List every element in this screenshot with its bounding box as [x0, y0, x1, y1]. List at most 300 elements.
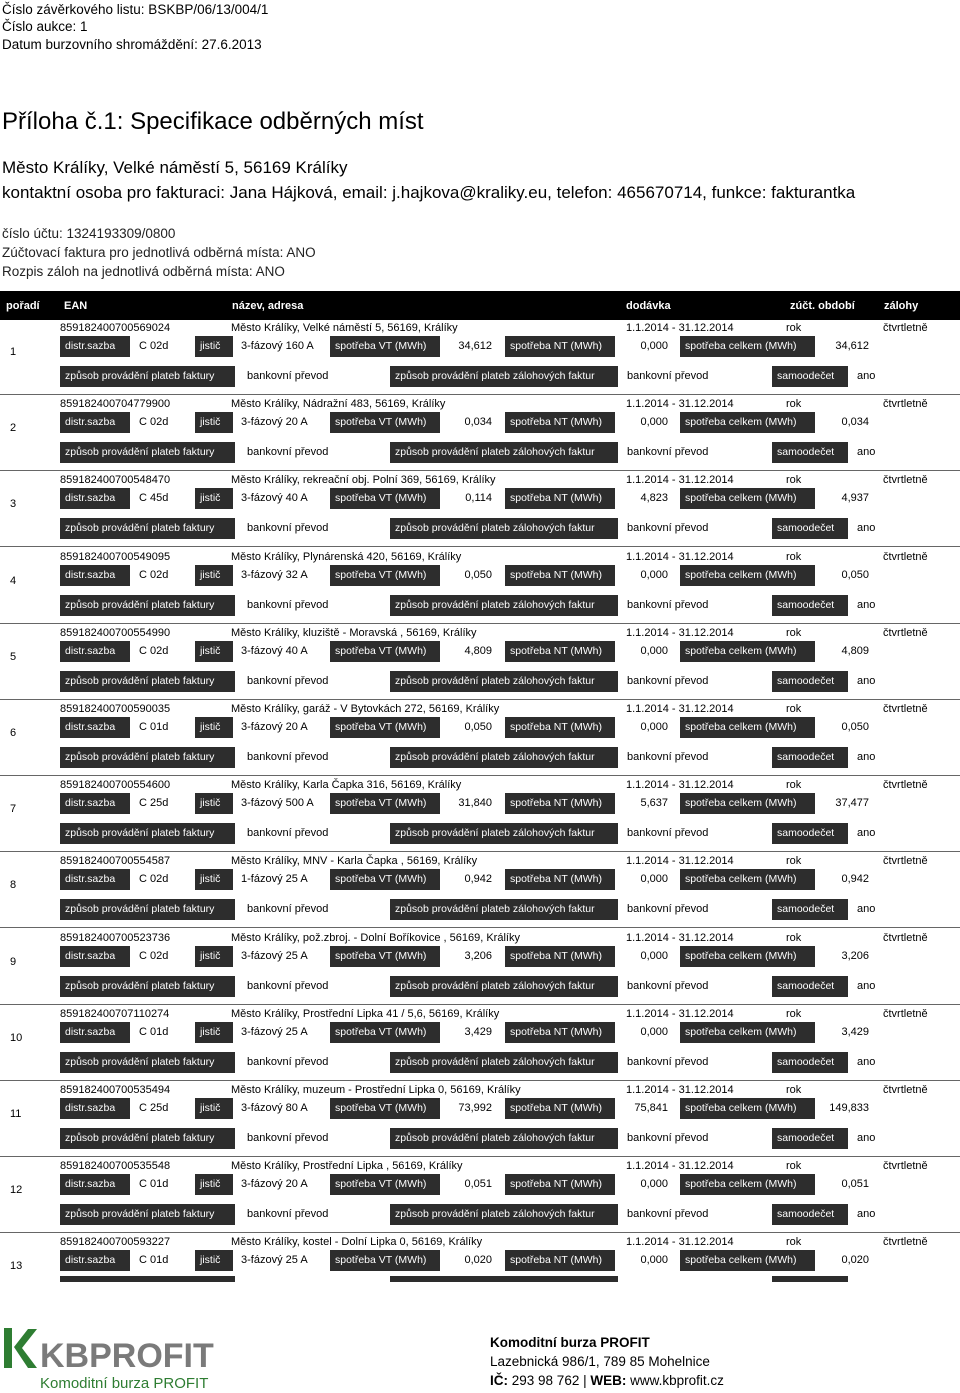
- row-consumption: [0, 793, 960, 814]
- place-address: Město Králíky, Velké náměstí 5, 56169, Králíky: [231, 322, 458, 334]
- jistic-label: jistič: [195, 488, 233, 509]
- table-row: [0, 1082, 960, 1158]
- advance-payment-label: způsob provádění plateb zálohových faktur: [390, 899, 618, 920]
- nt-label: spotřeba NT (MWh): [505, 1098, 615, 1119]
- total-value: 3,429: [841, 1026, 869, 1038]
- self-reading-label: samoodečet: [772, 1052, 848, 1073]
- row-summary: [60, 625, 960, 641]
- vt-label: spotřeba VT (MWh): [330, 565, 440, 586]
- billing-period: rok: [786, 627, 802, 639]
- self-reading-label: samoodečet: [772, 671, 848, 692]
- row-consumption: [0, 1174, 960, 1195]
- row-payment: [0, 1128, 960, 1149]
- advance-setting: Rozpis záloh na jednotlivá odběrná místa: ANO: [2, 264, 285, 279]
- jistic-value: 3-fázový 40 A: [241, 645, 308, 657]
- total-value: 34,612: [835, 340, 869, 352]
- distr-value: C 01d: [139, 1178, 169, 1190]
- nt-value: 0,000: [640, 1026, 668, 1038]
- row-consumption: [0, 946, 960, 967]
- invoice-payment-value: bankovní převod: [247, 446, 329, 458]
- total-value: 4,937: [841, 492, 869, 504]
- distr-label: distr.sazba: [60, 1250, 130, 1271]
- nt-label: spotřeba NT (MWh): [505, 946, 615, 967]
- contract-number: Číslo závěrkového listu: BSKBP/06/13/004/1: [2, 2, 269, 17]
- total-label: spotřeba celkem (MWh): [680, 565, 815, 586]
- row-summary: [60, 1006, 960, 1022]
- distr-value: C 01d: [139, 721, 169, 733]
- jistic-label: jistič: [195, 1250, 233, 1271]
- billing-period: rok: [786, 322, 802, 334]
- advance-payment-label: způsob provádění plateb zálohových faktur: [390, 671, 618, 692]
- row-payment: [0, 1276, 960, 1282]
- jistic-value: 3-fázový 25 A: [241, 950, 308, 962]
- jistic-label: jistič: [195, 946, 233, 967]
- delivery-period: 1.1.2014 - 31.12.2014: [626, 551, 734, 563]
- advance-frequency: čtvrtletně: [883, 322, 928, 334]
- delivery-period: 1.1.2014 - 31.12.2014: [626, 932, 734, 944]
- advance-payment-label: způsob provádění plateb zálohových faktur: [390, 1204, 618, 1225]
- total-value: 0,051: [841, 1178, 869, 1190]
- distr-value: C 02d: [139, 569, 169, 581]
- invoice-payment-label: způsob provádění plateb faktury: [60, 1128, 235, 1149]
- advance-frequency: čtvrtletně: [883, 1160, 928, 1172]
- advance-frequency: čtvrtletně: [883, 627, 928, 639]
- row-number: 2: [10, 422, 17, 434]
- invoice-payment-label: způsob provádění plateb faktury: [60, 518, 235, 539]
- advance-payment-value: bankovní převod: [627, 522, 709, 534]
- total-label: spotřeba celkem (MWh): [680, 641, 815, 662]
- table-row: [0, 1158, 960, 1234]
- vt-label: spotřeba VT (MWh): [330, 869, 440, 890]
- self-reading-label: samoodečet: [772, 976, 848, 997]
- advance-payment-value: bankovní převod: [627, 1056, 709, 1068]
- self-reading-label: samoodečet: [772, 899, 848, 920]
- table-row: [0, 396, 960, 472]
- billing-period: rok: [786, 1008, 802, 1020]
- table-row: [0, 472, 960, 548]
- row-number: 5: [10, 651, 17, 663]
- billing-period: rok: [786, 932, 802, 944]
- total-value: 0,020: [841, 1254, 869, 1266]
- advance-payment-value: bankovní převod: [627, 1132, 709, 1144]
- advance-payment-value: bankovní převod: [627, 903, 709, 915]
- distr-label: distr.sazba: [60, 565, 130, 586]
- row-consumption: [0, 641, 960, 662]
- footer-web-label: WEB:: [590, 1373, 627, 1388]
- self-reading-label: samoodečet: [772, 1128, 848, 1149]
- row-number: 12: [10, 1184, 23, 1196]
- self-reading-label: samoodečet: [772, 747, 848, 768]
- place-address: Město Králíky, Nádražní 483, 56169, Králíky: [231, 398, 446, 410]
- total-label: spotřeba celkem (MWh): [680, 869, 815, 890]
- self-reading-value: ano: [857, 599, 876, 611]
- advance-payment-value: bankovní převod: [627, 599, 709, 611]
- footer-address: Lazebnická 986/1, 789 85 Mohelnice: [490, 1354, 710, 1369]
- place-address: Město Králíky, Prostřední Lipka , 56169, Králíky: [231, 1160, 463, 1172]
- table-row: [0, 625, 960, 701]
- advance-frequency: čtvrtletně: [883, 398, 928, 410]
- total-label: spotřeba celkem (MWh): [680, 1098, 815, 1119]
- vt-value: 0,051: [464, 1178, 492, 1190]
- vt-label: spotřeba VT (MWh): [330, 336, 440, 357]
- distr-value: C 01d: [139, 1026, 169, 1038]
- place-address: Město Králíky, Plynárenská 420, 56169, Králíky: [231, 551, 462, 563]
- nt-value: 75,841: [634, 1102, 668, 1114]
- delivery-period: 1.1.2014 - 31.12.2014: [626, 474, 734, 486]
- invoice-payment-label: způsob provádění plateb faktury: [60, 366, 235, 387]
- total-label: spotřeba celkem (MWh): [680, 412, 815, 433]
- row-summary: [60, 396, 960, 412]
- invoice-payment-label: způsob provádění plateb faktury: [60, 595, 235, 616]
- vt-value: 0,034: [464, 416, 492, 428]
- advance-payment-label: způsob provádění plateb zálohových faktur: [390, 823, 618, 844]
- jistic-value: 3-fázový 500 A: [241, 797, 314, 809]
- advance-frequency: čtvrtletně: [883, 703, 928, 715]
- nt-value: 4,823: [640, 492, 668, 504]
- advance-payment-value: bankovní převod: [627, 827, 709, 839]
- advance-payment-label: způsob provádění plateb zálohových faktur: [390, 747, 618, 768]
- advance-payment-value: bankovní převod: [627, 446, 709, 458]
- nt-value: 0,000: [640, 340, 668, 352]
- delivery-period: 1.1.2014 - 31.12.2014: [626, 627, 734, 639]
- row-summary: [60, 472, 960, 488]
- distr-value: C 02d: [139, 340, 169, 352]
- advance-payment-label: způsob provádění plateb zálohových faktur: [390, 976, 618, 997]
- self-reading-value: ano: [857, 446, 876, 458]
- row-number: 13: [10, 1260, 23, 1272]
- row-divider: [0, 623, 960, 624]
- invoice-payment-value: bankovní převod: [247, 980, 329, 992]
- distr-value: C 25d: [139, 797, 169, 809]
- ean-code: 859182400700548470: [60, 474, 171, 486]
- total-value: 0,034: [841, 416, 869, 428]
- nt-label: spotřeba NT (MWh): [505, 793, 615, 814]
- table-row: [0, 1234, 960, 1310]
- advance-frequency: čtvrtletně: [883, 779, 928, 791]
- distr-label: distr.sazba: [60, 488, 130, 509]
- jistic-label: jistič: [195, 793, 233, 814]
- nt-label: spotřeba NT (MWh): [505, 412, 615, 433]
- advance-frequency: čtvrtletně: [883, 1008, 928, 1020]
- vt-value: 3,206: [464, 950, 492, 962]
- table-row: [0, 701, 960, 777]
- ean-code: 859182400700549095: [60, 551, 171, 563]
- distr-value: C 45d: [139, 492, 169, 504]
- invoice-payment-value: bankovní převod: [247, 751, 329, 763]
- nt-label: spotřeba NT (MWh): [505, 1022, 615, 1043]
- table-row: [0, 320, 960, 396]
- advance-payment-label: způsob provádění plateb zálohových faktur: [390, 1052, 618, 1073]
- meeting-date: Datum burzovního shromáždění: 27.6.2013: [2, 37, 262, 52]
- advance-payment-bar: [390, 1276, 618, 1282]
- distr-label: distr.sazba: [60, 793, 130, 814]
- nt-value: 0,000: [640, 1254, 668, 1266]
- vt-label: spotřeba VT (MWh): [330, 488, 440, 509]
- invoice-payment-bar: [60, 1276, 235, 1282]
- jistic-value: 3-fázový 40 A: [241, 492, 308, 504]
- distr-label: distr.sazba: [60, 1022, 130, 1043]
- total-value: 0,050: [841, 721, 869, 733]
- delivery-period: 1.1.2014 - 31.12.2014: [626, 1084, 734, 1096]
- vt-value: 34,612: [458, 340, 492, 352]
- ean-code: 859182400707110274: [60, 1008, 170, 1020]
- row-divider: [0, 851, 960, 852]
- row-summary: [60, 701, 960, 717]
- auction-number: Číslo aukce: 1: [2, 19, 88, 34]
- vt-label: spotřeba VT (MWh): [330, 412, 440, 433]
- jistic-value: 3-fázový 20 A: [241, 416, 308, 428]
- row-divider: [0, 470, 960, 471]
- billing-period: rok: [786, 779, 802, 791]
- vt-label: spotřeba VT (MWh): [330, 946, 440, 967]
- total-label: spotřeba celkem (MWh): [680, 1022, 815, 1043]
- row-number: 10: [10, 1032, 23, 1044]
- vt-label: spotřeba VT (MWh): [330, 1250, 440, 1271]
- row-summary: [60, 1158, 960, 1174]
- distr-value: C 02d: [139, 873, 169, 885]
- invoice-payment-value: bankovní převod: [247, 522, 329, 534]
- billing-period: rok: [786, 398, 802, 410]
- row-number: 4: [10, 575, 17, 587]
- self-reading-bar: [772, 1276, 848, 1282]
- row-divider: [0, 394, 960, 395]
- row-divider: [0, 699, 960, 700]
- self-reading-label: samoodečet: [772, 1204, 848, 1225]
- vt-label: spotřeba VT (MWh): [330, 1022, 440, 1043]
- ean-code: 859182400700554587: [60, 855, 171, 867]
- self-reading-value: ano: [857, 522, 876, 534]
- invoice-payment-value: bankovní převod: [247, 1132, 329, 1144]
- place-address: Město Králíky, Karla Čapka 316, 56169, Králíky: [231, 779, 462, 791]
- self-reading-value: ano: [857, 675, 876, 687]
- distr-value: C 02d: [139, 950, 169, 962]
- vt-value: 3,429: [464, 1026, 492, 1038]
- row-consumption: [0, 412, 960, 433]
- invoice-payment-value: bankovní převod: [247, 827, 329, 839]
- nt-label: spotřeba NT (MWh): [505, 641, 615, 662]
- footer-web-link[interactable]: www.kbprofit.cz: [630, 1373, 724, 1388]
- self-reading-value: ano: [857, 751, 876, 763]
- col-zalohy: zálohy: [884, 300, 919, 312]
- billing-period: rok: [786, 855, 802, 867]
- distr-label: distr.sazba: [60, 1174, 130, 1195]
- self-reading-value: ano: [857, 1132, 876, 1144]
- distr-label: distr.sazba: [60, 412, 130, 433]
- logo-text: KBPROFIT: [40, 1337, 214, 1375]
- advance-payment-label: způsob provádění plateb zálohových faktur: [390, 442, 618, 463]
- delivery-period: 1.1.2014 - 31.12.2014: [626, 1008, 734, 1020]
- self-reading-value: ano: [857, 827, 876, 839]
- col-dodavka: dodávka: [626, 300, 671, 312]
- row-divider: [0, 775, 960, 776]
- row-divider: [0, 546, 960, 547]
- vt-label: spotřeba VT (MWh): [330, 1174, 440, 1195]
- row-consumption: [0, 565, 960, 586]
- advance-payment-label: způsob provádění plateb zálohových faktur: [390, 518, 618, 539]
- nt-value: 0,000: [640, 721, 668, 733]
- self-reading-value: ano: [857, 1056, 876, 1068]
- advance-payment-value: bankovní převod: [627, 751, 709, 763]
- row-number: 8: [10, 879, 17, 891]
- vt-value: 0,942: [464, 873, 492, 885]
- delivery-period: 1.1.2014 - 31.12.2014: [626, 1236, 734, 1248]
- jistic-value: 3-fázový 20 A: [241, 1178, 308, 1190]
- col-nazev: název, adresa: [232, 300, 304, 312]
- ean-code: 859182400700535494: [60, 1084, 171, 1096]
- ean-code: 859182400700590035: [60, 703, 171, 715]
- invoice-payment-label: způsob provádění plateb faktury: [60, 1204, 235, 1225]
- place-address: Město Králíky, MNV - Karla Čapka , 56169, Králíky: [231, 855, 478, 867]
- invoice-setting: Zúčtovací faktura pro jednotlivá odběrná místa: ANO: [2, 245, 316, 260]
- advance-frequency: čtvrtletně: [883, 474, 928, 486]
- col-poradi: pořadí: [6, 300, 40, 312]
- jistic-value: 3-fázový 20 A: [241, 721, 308, 733]
- row-divider: [0, 1232, 960, 1233]
- nt-label: spotřeba NT (MWh): [505, 336, 615, 357]
- place-address: Město Králíky, kostel - Dolní Lipka 0, 56169, Králíky: [231, 1236, 483, 1248]
- distr-value: C 01d: [139, 1254, 169, 1266]
- place-address: Město Králíky, muzeum - Prostřední Lipka 0, 56169, Králíky: [231, 1084, 521, 1096]
- row-divider: [0, 927, 960, 928]
- row-number: 7: [10, 803, 17, 815]
- vt-value: 4,809: [464, 645, 492, 657]
- invoice-payment-label: způsob provádění plateb faktury: [60, 442, 235, 463]
- row-summary: [60, 1082, 960, 1098]
- row-consumption: [0, 1022, 960, 1043]
- table-row: [0, 930, 960, 1006]
- row-payment: [0, 1204, 960, 1225]
- invoice-payment-value: bankovní převod: [247, 903, 329, 915]
- distr-value: C 25d: [139, 1102, 169, 1114]
- jistic-label: jistič: [195, 869, 233, 890]
- ean-code: 859182400700593227: [60, 1236, 171, 1248]
- row-payment: [0, 518, 960, 539]
- jistic-label: jistič: [195, 1174, 233, 1195]
- row-divider: [0, 1004, 960, 1005]
- nt-value: 0,000: [640, 416, 668, 428]
- jistic-label: jistič: [195, 717, 233, 738]
- invoice-payment-label: způsob provádění plateb faktury: [60, 976, 235, 997]
- place-address: Město Králíky, Prostřední Lipka 41 / 5,6, 56169, Králíky: [231, 1008, 500, 1020]
- advance-payment-label: způsob provádění plateb zálohových faktur: [390, 366, 618, 387]
- vt-label: spotřeba VT (MWh): [330, 717, 440, 738]
- billing-period: rok: [786, 1084, 802, 1096]
- invoice-payment-label: způsob provádění plateb faktury: [60, 823, 235, 844]
- delivery-period: 1.1.2014 - 31.12.2014: [626, 1160, 734, 1172]
- row-divider: [0, 1080, 960, 1081]
- jistic-label: jistič: [195, 641, 233, 662]
- total-value: 149,833: [829, 1102, 869, 1114]
- distr-label: distr.sazba: [60, 641, 130, 662]
- row-consumption: [0, 488, 960, 509]
- billing-period: rok: [786, 703, 802, 715]
- nt-label: spotřeba NT (MWh): [505, 1250, 615, 1271]
- distr-label: distr.sazba: [60, 946, 130, 967]
- place-address: Město Králíky, rekreační obj. Polní 369, 56169, Králíky: [231, 474, 496, 486]
- vt-value: 0,020: [464, 1254, 492, 1266]
- table-header: [0, 291, 960, 320]
- delivery-period: 1.1.2014 - 31.12.2014: [626, 779, 734, 791]
- footer-company: Komoditní burza PROFIT: [490, 1335, 650, 1350]
- logo-subtitle: Komoditní burza PROFIT: [40, 1375, 209, 1392]
- row-summary: [60, 853, 960, 869]
- place-address: Město Králíky, pož.zbroj. - Dolní Boříkovice , 56169, Králíky: [231, 932, 520, 944]
- advance-frequency: čtvrtletně: [883, 551, 928, 563]
- self-reading-value: ano: [857, 980, 876, 992]
- self-reading-value: ano: [857, 903, 876, 915]
- vt-value: 0,114: [465, 492, 492, 504]
- customer-address: Město Králíky, Velké náměstí 5, 56169 Králíky: [2, 158, 348, 177]
- distr-value: C 02d: [139, 645, 169, 657]
- row-number: 9: [10, 956, 17, 968]
- billing-period: rok: [786, 1160, 802, 1172]
- row-summary: [60, 777, 960, 793]
- row-number: 1: [10, 346, 17, 358]
- nt-label: spotřeba NT (MWh): [505, 565, 615, 586]
- jistic-value: 3-fázový 32 A: [241, 569, 308, 581]
- nt-label: spotřeba NT (MWh): [505, 1174, 615, 1195]
- total-value: 37,477: [835, 797, 869, 809]
- vt-label: spotřeba VT (MWh): [330, 641, 440, 662]
- vt-label: spotřeba VT (MWh): [330, 1098, 440, 1119]
- account-number: číslo účtu: 1324193309/0800: [2, 226, 176, 241]
- row-summary: [60, 320, 960, 336]
- jistic-label: jistič: [195, 565, 233, 586]
- customer-contact: kontaktní osoba pro fakturaci: Jana Hájková, email: j.hajkova@kraliky.eu, telefon: 465670714, funkce: fakturantka: [2, 183, 856, 202]
- row-payment: [0, 899, 960, 920]
- row-payment: [0, 442, 960, 463]
- advance-payment-label: způsob provádění plateb zálohových faktur: [390, 595, 618, 616]
- distr-label: distr.sazba: [60, 336, 130, 357]
- advance-frequency: čtvrtletně: [883, 855, 928, 867]
- nt-value: 0,000: [640, 1178, 668, 1190]
- nt-value: 0,000: [640, 950, 668, 962]
- place-address: Město Králíky, garáž - V Bytovkách 272, 56169, Králíky: [231, 703, 500, 715]
- ean-code: 859182400700569024: [60, 322, 171, 334]
- row-consumption: [0, 717, 960, 738]
- nt-value: 0,000: [640, 645, 668, 657]
- table-row: [0, 549, 960, 625]
- billing-period: rok: [786, 474, 802, 486]
- vt-value: 0,050: [464, 569, 492, 581]
- row-payment: [0, 1052, 960, 1073]
- row-payment: [0, 823, 960, 844]
- jistic-label: jistič: [195, 1098, 233, 1119]
- delivery-period: 1.1.2014 - 31.12.2014: [626, 855, 734, 867]
- nt-value: 0,000: [640, 569, 668, 581]
- row-summary: [60, 1234, 960, 1250]
- col-ean: EAN: [64, 300, 88, 312]
- invoice-payment-label: způsob provádění plateb faktury: [60, 899, 235, 920]
- footer-ic-label: IČ:: [490, 1373, 508, 1388]
- total-value: 3,206: [841, 950, 869, 962]
- row-summary: [60, 930, 960, 946]
- nt-label: spotřeba NT (MWh): [505, 717, 615, 738]
- invoice-payment-label: způsob provádění plateb faktury: [60, 671, 235, 692]
- row-number: 3: [10, 498, 17, 510]
- distr-label: distr.sazba: [60, 869, 130, 890]
- row-consumption: [0, 869, 960, 890]
- distr-label: distr.sazba: [60, 717, 130, 738]
- advance-frequency: čtvrtletně: [883, 932, 928, 944]
- row-divider: [0, 1156, 960, 1157]
- nt-value: 0,000: [640, 873, 668, 885]
- self-reading-label: samoodečet: [772, 442, 848, 463]
- delivery-period: 1.1.2014 - 31.12.2014: [626, 703, 734, 715]
- jistic-value: 3-fázový 25 A: [241, 1026, 308, 1038]
- row-consumption: [0, 1250, 960, 1271]
- row-number: 6: [10, 727, 17, 739]
